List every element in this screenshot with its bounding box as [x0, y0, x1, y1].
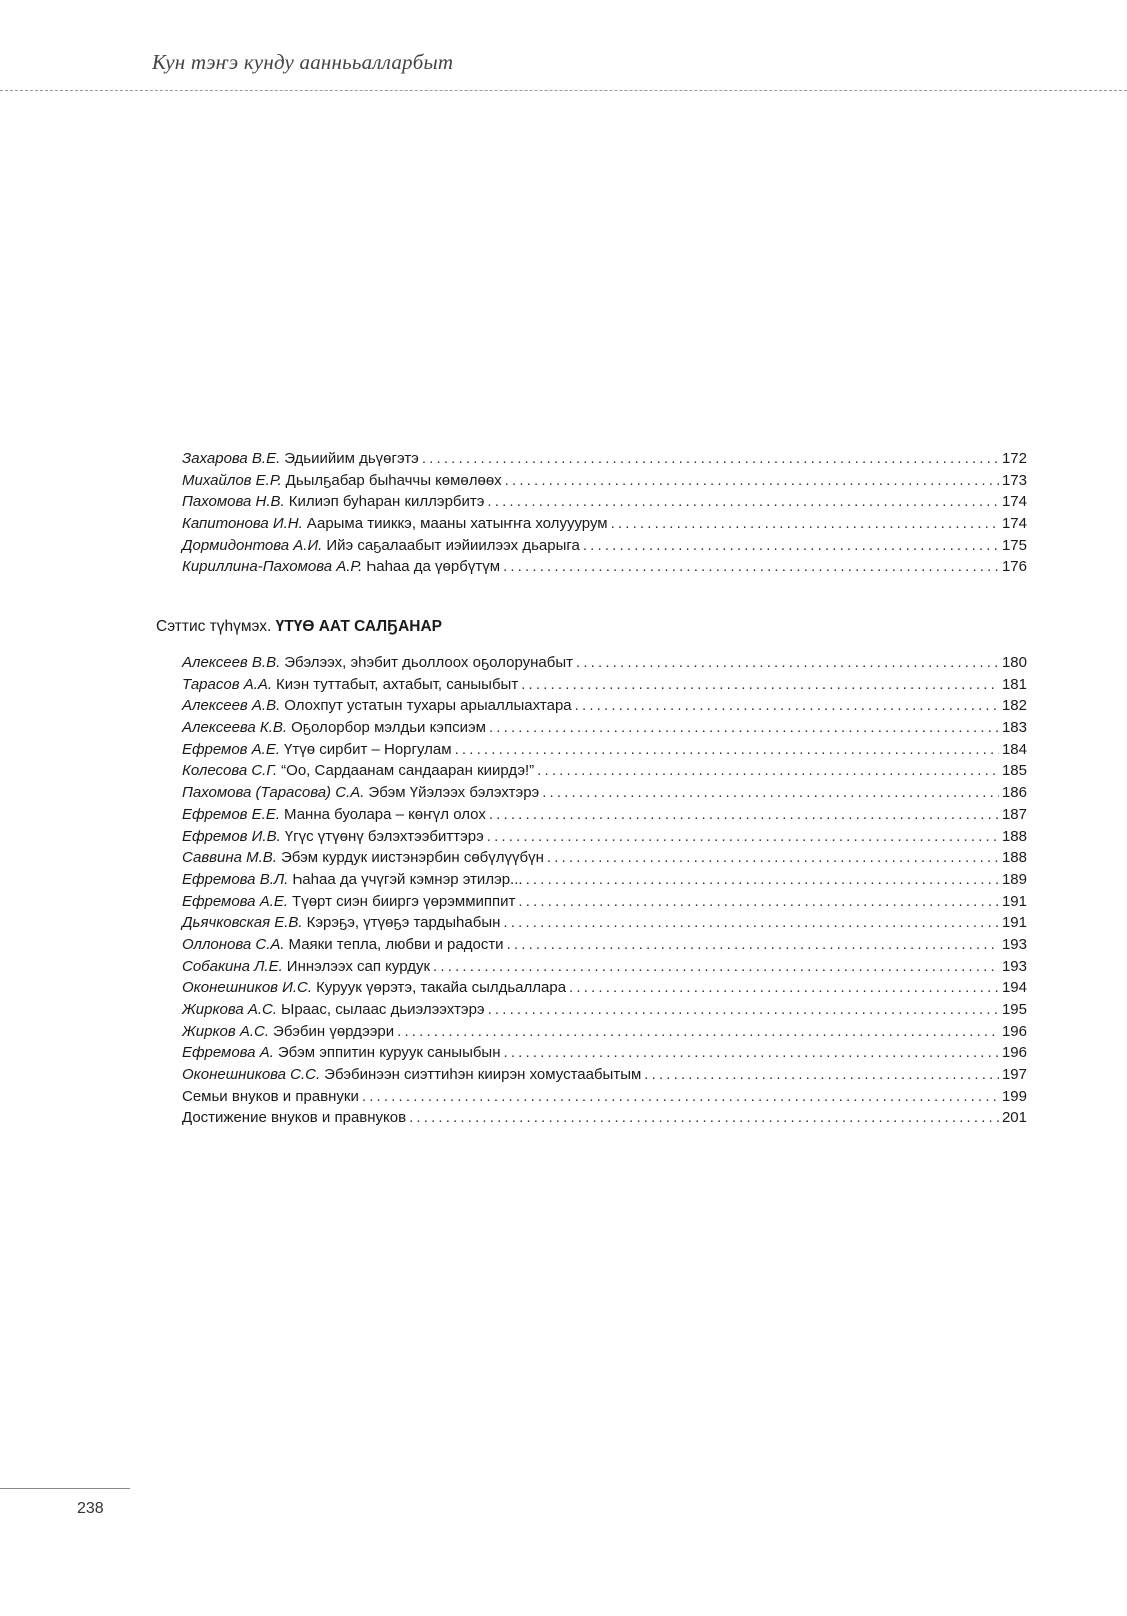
toc-entry[interactable] [182, 828, 1027, 850]
entry-title: Һаһаа да үчүгэй кэмнэр этилэр... [292, 870, 523, 888]
entry-title: Эбэбинээн сиэттиһэн киирэн хомустаабытым [324, 1066, 642, 1084]
entry-page: 175 [1001, 536, 1027, 554]
entry-page: 173 [1001, 471, 1027, 489]
entry-page: 197 [1001, 1066, 1027, 1084]
dot-leader [518, 893, 999, 910]
entry-title: Эбэм курдук иистэнэрбин сөбүлүүбүн [280, 849, 544, 867]
entry-author: Ефремова В.Л. [182, 870, 289, 888]
entry-author: Дьячковская Е.В. [182, 914, 303, 932]
entry-title: “Оо, Сардаанам сандааран киирдэ!” [281, 762, 535, 780]
entry-title: Эбэлээх, эһэбит дьоллоох оҕолорунабыт [284, 654, 573, 671]
dot-leader [503, 558, 999, 575]
entry-page: 182 [1001, 697, 1027, 715]
entry-title: Кэрэҕэ, үтүөҕэ тардыһабын [306, 914, 501, 932]
toc-entry[interactable] [182, 450, 1027, 472]
entry-title: Эбэбин үөрдээри [273, 1022, 395, 1040]
entry-author: Дормидонтова А.И. [182, 536, 323, 554]
entry-author: Тарасов А.А. [182, 675, 273, 693]
entry-page: 186 [1001, 784, 1027, 802]
entry-title: Дьылҕабар быһаччы көмөлөөх [285, 471, 502, 489]
toc-entry[interactable] [182, 762, 1027, 784]
entry-page: 191 [1001, 892, 1027, 910]
entry-page: 193 [1001, 957, 1027, 975]
toc-entry[interactable] [182, 936, 1027, 958]
entry-title: Түөрт сиэн бииргэ үөрэммиппит [292, 892, 516, 910]
entry-author: Пахомова (Тарасова) С.А. [182, 784, 365, 802]
entry-author: Захарова В.Е. [182, 450, 281, 467]
header-divider [0, 90, 1127, 91]
toc-entry[interactable] [182, 654, 1027, 676]
dot-leader [507, 936, 999, 953]
toc-entry[interactable] [182, 719, 1027, 741]
entry-page: 196 [1001, 1044, 1027, 1062]
entry-page: 184 [1001, 740, 1027, 758]
dot-leader [489, 719, 999, 736]
toc-entry[interactable] [182, 958, 1027, 980]
entry-title: Эдьиийим дьүөгэтэ [284, 450, 419, 467]
dot-leader [576, 654, 999, 671]
entry-author: Жирков А.С. [182, 1022, 270, 1040]
entry-author: Оконешникова С.С. [182, 1066, 321, 1084]
entry-author: Михайлов Е.Р. [182, 471, 282, 489]
entry-author: Оллонова С.А. [182, 935, 285, 953]
dot-leader [569, 979, 999, 996]
toc-entry[interactable] [182, 558, 1027, 580]
entry-title: Олохпут устатын тухары арыаллыахтара [284, 697, 572, 715]
entry-page: 188 [1001, 849, 1027, 867]
toc-group-1 [182, 450, 1027, 580]
toc-entry[interactable] [182, 979, 1027, 1001]
entry-page: 201 [1001, 1109, 1027, 1127]
entry-author: Жиркова А.С. [182, 1001, 278, 1018]
dot-leader [526, 871, 999, 888]
entry-title: Ийэ саҕалаабыт иэйиилээх дьарыга [326, 536, 580, 554]
entry-title: Эбэм эппитин куруук саныыбын [277, 1044, 501, 1062]
dot-leader [505, 472, 999, 489]
toc-entry[interactable] [182, 1088, 1027, 1110]
section-prefix: Сэттис түһүмэх. [156, 618, 272, 635]
entry-author: Алексеев В.В. [182, 654, 281, 671]
entry-title: Килиэп буһаран киллэрбитэ [288, 493, 485, 511]
entry-page: 195 [1001, 1001, 1027, 1018]
dot-leader [583, 537, 999, 554]
entry-page: 176 [1001, 558, 1027, 576]
dot-leader [489, 806, 999, 823]
entry-page: 199 [1001, 1087, 1027, 1105]
toc-entry[interactable] [182, 849, 1027, 871]
entry-author: Пахомова Н.В. [182, 493, 285, 511]
toc-entry[interactable] [182, 537, 1027, 559]
entry-title: Достижение внуков и правнуков [182, 1109, 407, 1127]
entry-title: Үтүө сирбит – Норгулам [284, 740, 452, 758]
dot-leader [397, 1023, 999, 1040]
entry-page: 189 [1001, 870, 1027, 888]
entry-title: Оҕолорбор мэлдьи кэпсиэм [291, 719, 486, 737]
entry-page: 188 [1001, 827, 1027, 845]
entry-title: Үгүс үтүөнү бэлэхтээбиттэрэ [284, 827, 484, 845]
toc-entry[interactable] [182, 914, 1027, 936]
entry-title: Һаһаа да үөрбүтүм [366, 558, 501, 576]
dot-leader [422, 450, 999, 467]
dot-leader [542, 784, 999, 801]
entry-author: Ефремов И.В. [182, 827, 281, 845]
toc-entry[interactable] [182, 806, 1027, 828]
dot-leader [575, 697, 999, 714]
toc-entry[interactable] [182, 676, 1027, 698]
dot-leader [487, 493, 999, 510]
entry-author: Ефремова А. [182, 1044, 274, 1062]
toc-entry[interactable] [182, 493, 1027, 515]
toc-entry[interactable] [182, 1066, 1027, 1088]
toc-entry[interactable] [182, 472, 1027, 494]
entry-page: 196 [1001, 1022, 1027, 1040]
toc-entry[interactable] [182, 697, 1027, 719]
toc-entry[interactable] [182, 784, 1027, 806]
page-number: 238 [77, 1500, 104, 1517]
toc-entry[interactable] [182, 741, 1027, 763]
dot-leader [504, 1044, 999, 1061]
entry-page: 187 [1001, 805, 1027, 823]
entry-page: 185 [1001, 762, 1027, 780]
toc-group-2 [182, 654, 1027, 1131]
entry-title: Семьи внуков и правнуки [182, 1087, 359, 1105]
footer-divider [0, 1488, 130, 1489]
entry-title: Маяки тепла, любви и радости [288, 935, 504, 953]
entry-author: Ефремова А.Е. [182, 892, 289, 910]
running-head: Кун тэҥэ кунду ааннььалларбыт [152, 50, 454, 74]
section-title: ҮТҮӨ ААТ САЛҔАНАР [275, 618, 442, 635]
dot-leader [488, 1001, 999, 1018]
entry-page: 174 [1001, 493, 1027, 511]
entry-author: Алексеев А.В. [182, 697, 281, 715]
entry-title: Киэн туттабыт, ахтабыт, саныыбыт [276, 675, 519, 693]
entry-page: 174 [1001, 515, 1027, 533]
toc-entry[interactable] [182, 893, 1027, 915]
entry-author: Оконешников И.С. [182, 979, 313, 997]
dot-leader [644, 1066, 999, 1083]
entry-author: Собакина Л.Е. [182, 957, 283, 975]
dot-leader [547, 849, 999, 866]
toc-entry[interactable] [182, 1044, 1027, 1066]
toc-entry[interactable] [182, 871, 1027, 893]
dot-leader [409, 1109, 999, 1126]
entry-page: 193 [1001, 935, 1027, 953]
dot-leader [503, 914, 999, 931]
dot-leader [433, 958, 999, 975]
toc-entry[interactable] [182, 515, 1027, 537]
entry-author: Алексеева К.В. [182, 719, 288, 737]
dot-leader [362, 1088, 999, 1105]
entry-title: Эбэм Үйэлээх бэлэхтэрэ [368, 784, 540, 802]
entry-author: Колесова С.Г. [182, 762, 278, 780]
dot-leader [487, 828, 999, 845]
entry-page: 181 [1001, 675, 1027, 693]
entry-author: Саввина М.В. [182, 849, 277, 867]
toc-entry[interactable] [182, 1109, 1027, 1131]
dot-leader [521, 676, 999, 693]
entry-title: Иннэлээх сап курдук [286, 957, 431, 975]
entry-title: Ыраас, сылаас дьиэлээхтэрэ [281, 1001, 485, 1018]
entry-page: 194 [1001, 979, 1027, 997]
entry-author: Ефремов А.Е. [182, 740, 281, 758]
section-heading [156, 618, 442, 636]
entry-title: Куруук үөрэтэ, такайа сылдьаллара [316, 979, 567, 997]
toc-entry[interactable] [182, 1023, 1027, 1045]
entry-page: 191 [1001, 914, 1027, 932]
entry-author: Ефремов Е.Е. [182, 805, 281, 823]
dot-leader [537, 762, 999, 779]
entry-page: 172 [1001, 450, 1027, 467]
entry-author: Капитонова И.Н. [182, 515, 303, 533]
toc-entry[interactable] [182, 1001, 1027, 1023]
entry-author: Кириллина-Пахомова А.Р. [182, 558, 363, 576]
dot-leader [611, 515, 999, 532]
entry-title: Манна буолара – көҥүл олох [284, 805, 486, 823]
entry-page: 183 [1001, 719, 1027, 737]
dot-leader [455, 741, 999, 758]
entry-page: 180 [1001, 654, 1027, 671]
entry-title: Аарыма тииккэ, мааны хатыҥҥа холууурум [306, 515, 608, 533]
